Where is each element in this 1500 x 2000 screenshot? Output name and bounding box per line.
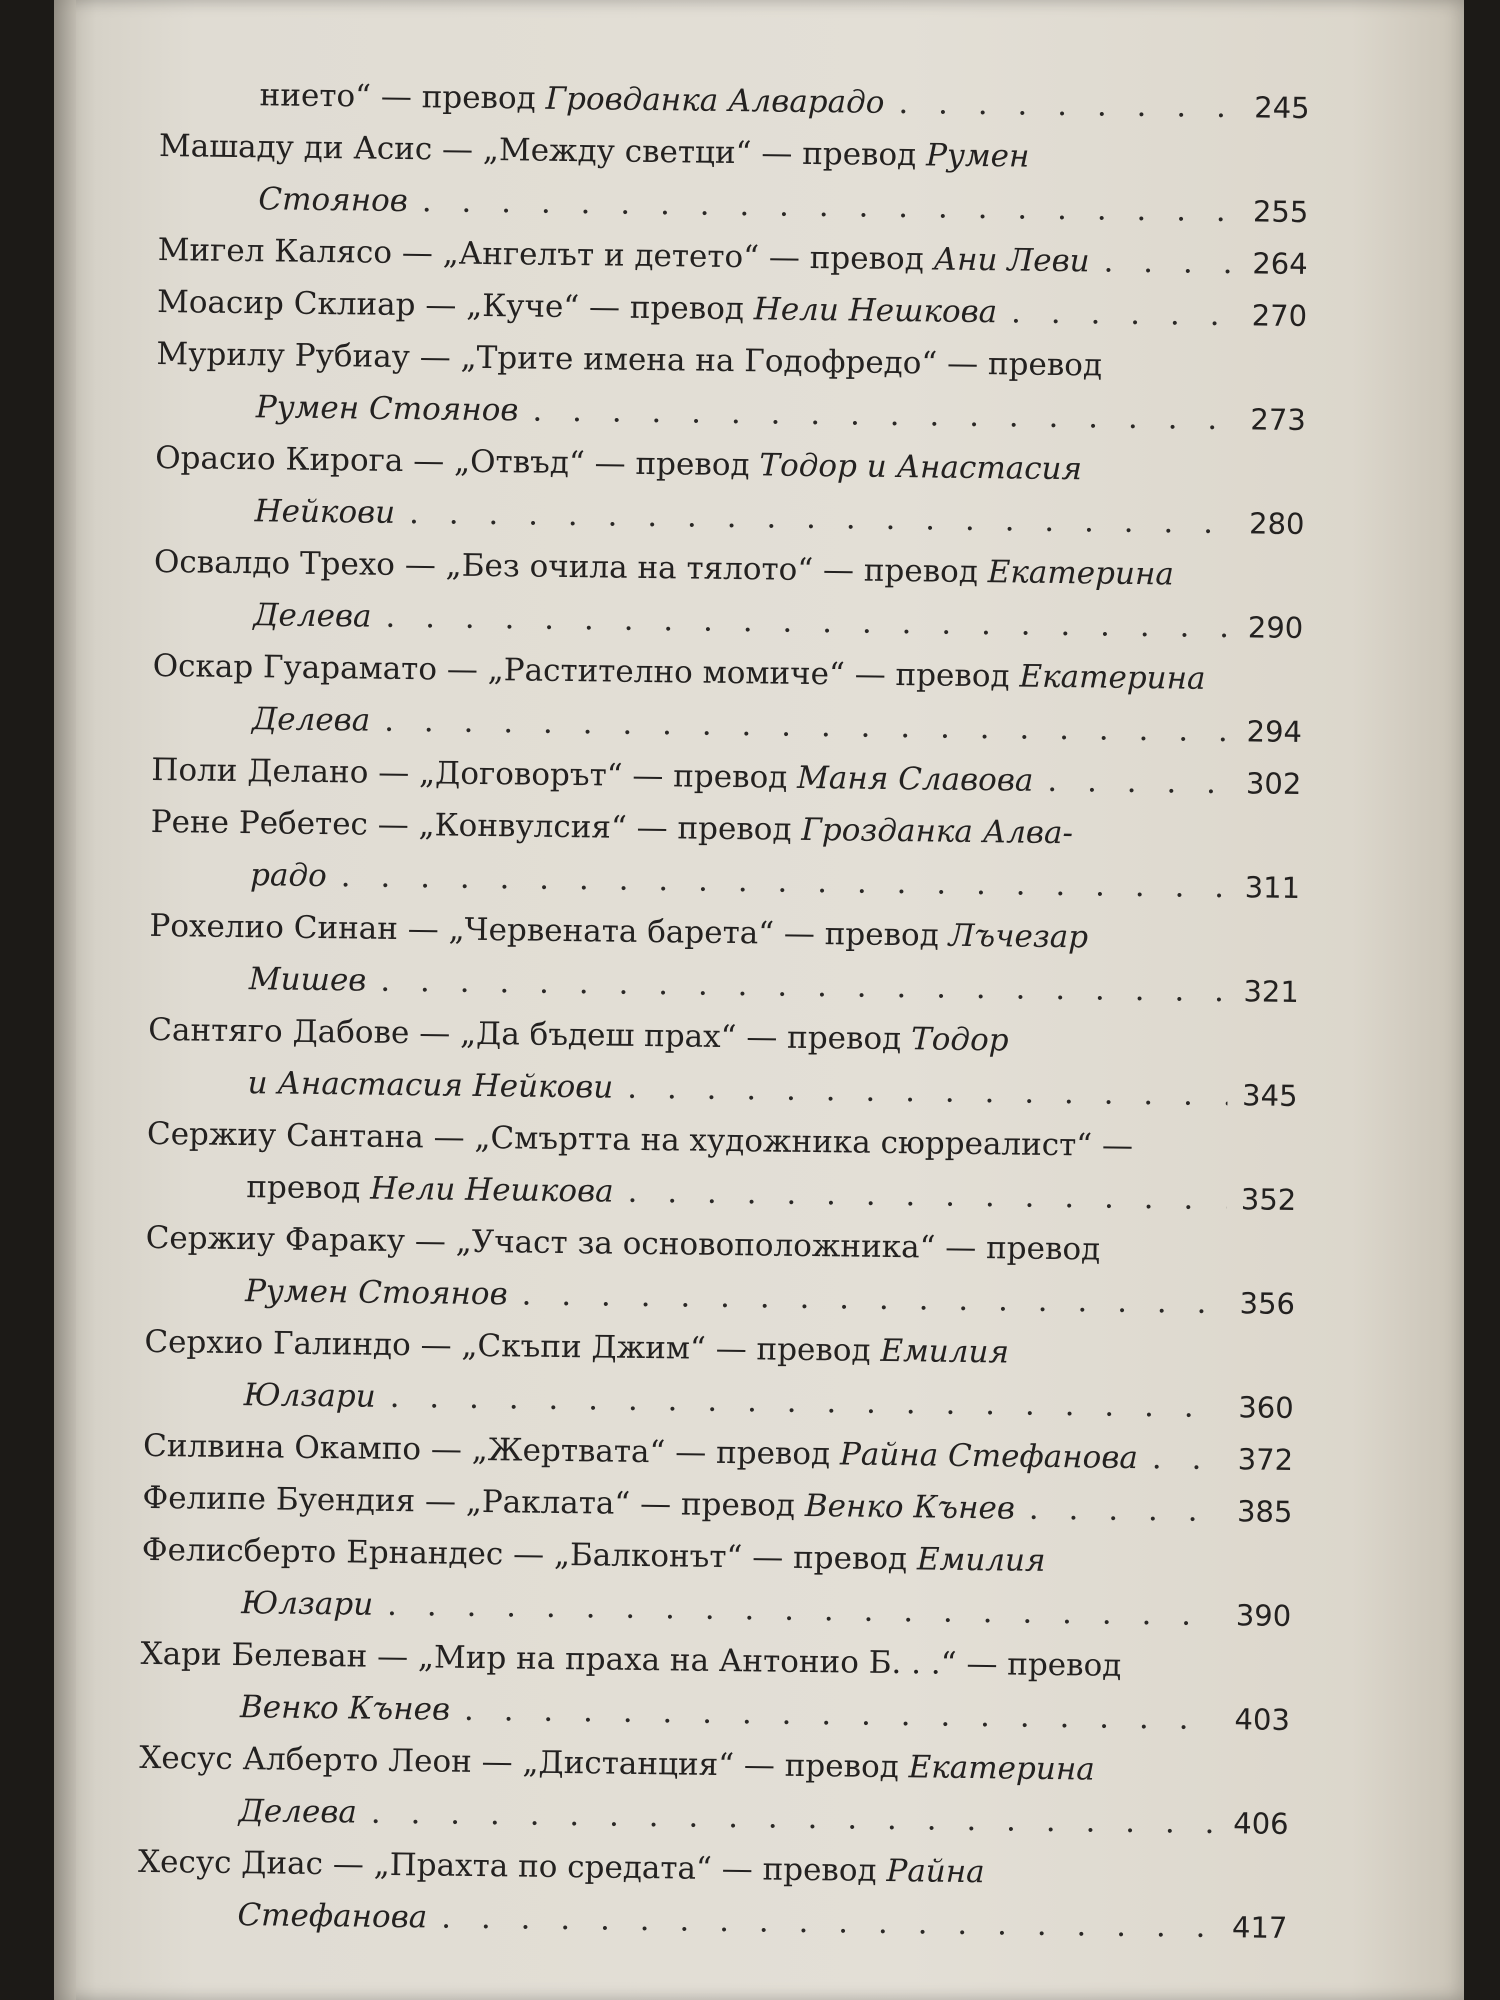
translator-name: Екатерина	[987, 554, 1175, 593]
entry-text: Освалдо Трехо — „Без очила на тялото“ — превод	[153, 543, 988, 591]
translator-name: Мишев	[248, 961, 367, 999]
entry-text: Фелипе Буендия — „Раклата“ — превод	[142, 1479, 806, 1524]
translator-name: Райна	[886, 1853, 985, 1891]
translator-name: Райна Стефанова	[839, 1436, 1139, 1477]
entry-text: Машаду ди Асис — „Между светци“ — превод	[158, 127, 927, 174]
entry-text: Хесус Алберто Леон — „Дистанция“ — превод	[139, 1739, 909, 1786]
translator-name: Нели Нешкова	[370, 1170, 614, 1210]
toc-entry	[143, 1316, 1294, 1434]
entry-text: Хари Белеван — „Мир на праха на Антонио Б. . .“ — превод	[140, 1635, 1122, 1684]
dot-leader	[627, 1166, 1226, 1225]
toc-entry	[147, 1004, 1298, 1122]
page-number: 417	[1231, 1910, 1288, 1945]
table-of-contents	[137, 68, 1310, 1954]
dot-leader	[1029, 1483, 1223, 1537]
entry-text: нието“ — превод	[259, 77, 546, 117]
translator-name: Тодор и Анастасия	[759, 447, 1083, 488]
entry-text: Моасир Склиар — „Куче“ — превод	[156, 283, 755, 328]
dot-leader	[627, 1062, 1228, 1121]
toc-entry	[150, 796, 1301, 914]
page-gutter-shadow	[54, 0, 76, 2000]
dot-leader	[1047, 755, 1232, 809]
translator-name: Лъчезар	[948, 917, 1089, 956]
translator-name: Юлзари	[241, 1585, 374, 1623]
translator-name: Румен Стоянов	[255, 389, 519, 429]
page-number: 345	[1241, 1078, 1298, 1113]
dot-leader	[521, 1269, 1225, 1330]
entry-text: Орасио Кирога — „Отвъд“ — превод	[155, 439, 760, 484]
translator-name: Тодор	[910, 1021, 1009, 1059]
page-number: 321	[1243, 974, 1300, 1009]
translator-name: Венко Кънев	[239, 1689, 451, 1728]
entry-text: Сержиу Фараку — „Участ за основоположника“ — превод	[145, 1219, 1101, 1268]
toc-entry	[140, 1628, 1291, 1746]
toc-entry	[156, 328, 1307, 446]
translator-name: Стоянов	[258, 181, 409, 220]
page-number: 255	[1252, 194, 1309, 230]
page-number: 273	[1250, 402, 1306, 438]
toc-entry	[154, 432, 1305, 550]
entry-text: Мурилу Рубиау — „Трите имена на Годофредо“ — превод	[156, 335, 1103, 384]
entry-text: Фелисберто Ернандес — „Балконът“ — превод	[141, 1531, 918, 1578]
translator-name: Делева	[251, 701, 371, 739]
entry-text: Мигел Калясо — „Ангелът и детето“ — превод	[157, 231, 934, 278]
dot-leader	[532, 385, 1236, 446]
entry-text: Хесус Диас — „Прахта по средата“ — превод	[137, 1843, 887, 1890]
dot-leader	[1011, 286, 1238, 341]
dot-leader	[441, 1892, 1218, 1953]
entry-text: превод	[246, 1169, 371, 1207]
translator-name: Гровданка Алварадо	[545, 80, 885, 121]
page-number: 264	[1252, 246, 1308, 282]
page-number: 360	[1238, 1390, 1294, 1425]
entry-text: Оскар Гуарамато — „Растително момиче“ — превод	[152, 647, 1020, 695]
translator-name: Делева	[238, 1793, 358, 1831]
translator-name: радо	[249, 857, 328, 895]
page-number: 372	[1237, 1442, 1294, 1477]
toc-entry	[149, 900, 1300, 1018]
page-number: 294	[1246, 714, 1303, 749]
page-number: 270	[1251, 298, 1308, 334]
entry-text: Рене Ребетес — „Конвулсия“ — превод	[150, 803, 802, 848]
translator-name: Емилия	[880, 1332, 1010, 1371]
translator-name: Румен	[925, 137, 1030, 175]
translator-name: Нели Нешкова	[753, 291, 998, 331]
translator-name: Нейкови	[254, 493, 396, 531]
translator-name: и Анастасия Нейкови	[247, 1065, 614, 1106]
page-number: 390	[1235, 1598, 1292, 1633]
translator-name: Румен Стоянов	[244, 1273, 508, 1313]
dot-leader	[1103, 236, 1238, 290]
translator-name: Стефанова	[237, 1897, 428, 1936]
translator-name: Емилия	[916, 1541, 1046, 1579]
entry-text: Рохелио Синан — „Червената барета“ — превод	[149, 907, 949, 954]
translator-name: Юлзари	[243, 1377, 376, 1415]
page-number: 352	[1240, 1182, 1297, 1217]
toc-entry	[158, 120, 1309, 238]
translator-name: Ани Леви	[933, 241, 1090, 280]
translator-name: Грозданка Алва-	[801, 811, 1074, 852]
translator-name: Екатерина	[1019, 658, 1206, 697]
toc-entry	[153, 536, 1304, 654]
page-number: 356	[1239, 1286, 1296, 1321]
entry-text: Сантяго Дабове — „Да бъдеш прах“ — превод	[148, 1011, 912, 1058]
entry-text: Поли Делано — „Договорът“ — превод	[151, 751, 798, 796]
page-number: 280	[1248, 506, 1305, 542]
toc-entry	[141, 1524, 1292, 1642]
toc-entry	[138, 1732, 1289, 1850]
translator-name: Екатерина	[908, 1749, 1095, 1788]
dot-leader	[1152, 1432, 1224, 1485]
entry-text: Силвина Окампо — „Жертвата“ — превод	[142, 1427, 841, 1473]
toc-entry	[146, 1108, 1297, 1226]
page-number: 245	[1254, 90, 1310, 126]
page-number: 403	[1234, 1702, 1291, 1737]
toc-entry	[137, 1836, 1288, 1954]
page-number: 385	[1236, 1494, 1293, 1529]
translator-name: Венко Кънев	[804, 1487, 1016, 1527]
toc-entry	[152, 640, 1303, 758]
page-number: 302	[1245, 766, 1302, 801]
dot-leader	[898, 77, 1240, 133]
page-number: 290	[1247, 610, 1304, 646]
page-number: 406	[1233, 1806, 1289, 1841]
page-number: 311	[1244, 870, 1301, 905]
dot-leader	[464, 1684, 1221, 1745]
toc-entry	[145, 1212, 1296, 1330]
entry-text: Сержиу Сантана — „Смъртта на художника сюрреалист“ —	[146, 1115, 1134, 1164]
translator-name: Делева	[253, 597, 372, 635]
entry-text: Серхио Галиндо — „Скъпи Джим“ — превод	[144, 1323, 881, 1369]
translator-name: Маня Славова	[796, 759, 1034, 799]
